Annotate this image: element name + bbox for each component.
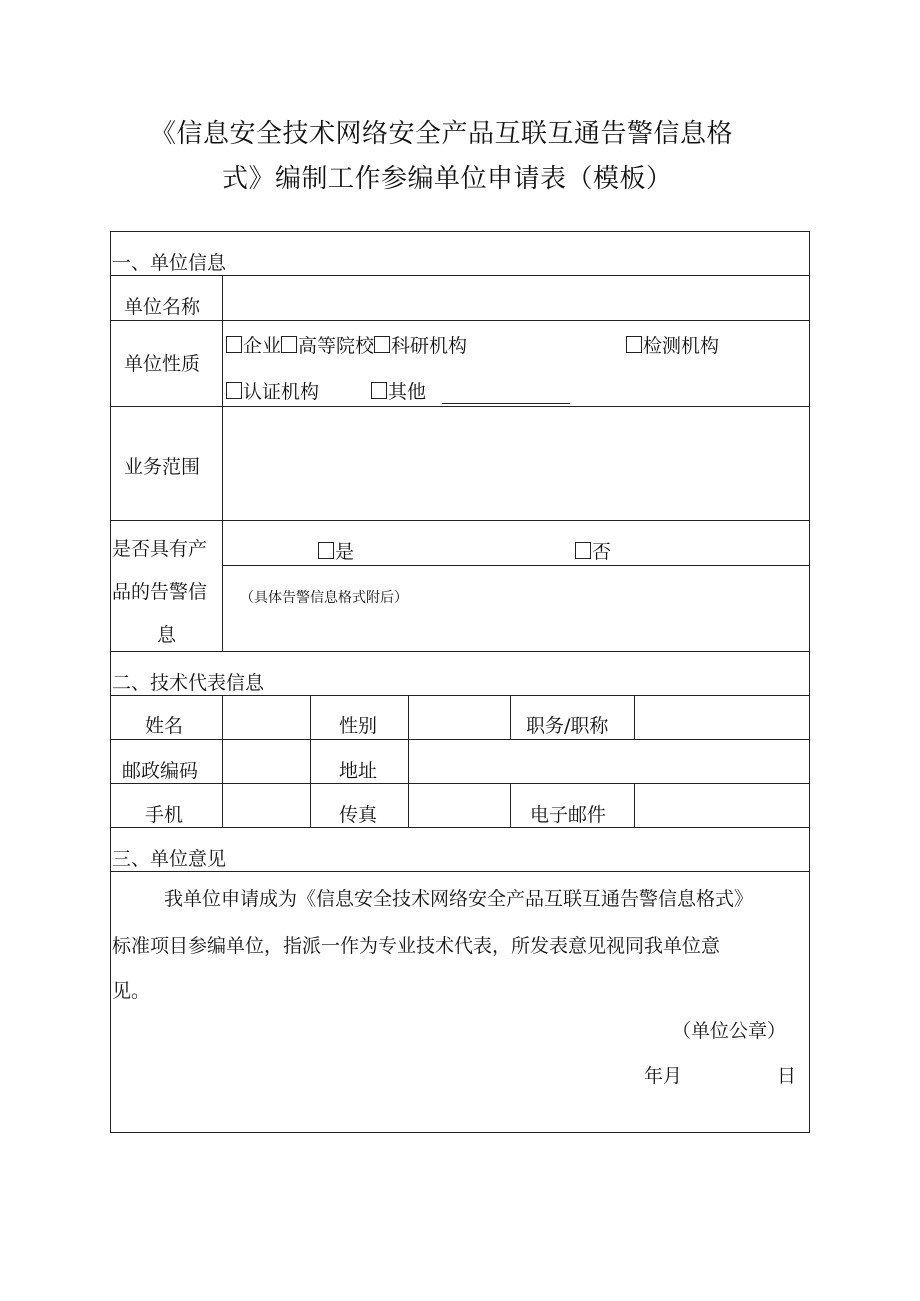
- document-title-line-2: 式》编制工作参编单位申请表（模板）: [222, 164, 673, 194]
- column-divider: [510, 783, 511, 827]
- row-divider: [110, 406, 810, 407]
- testing-option-label: 检测机构: [643, 335, 720, 357]
- rep-name-label: 姓名: [145, 715, 184, 737]
- no-option-label: 否: [592, 541, 612, 563]
- alert-info-label-line-3: 息: [157, 624, 177, 646]
- row-divider: [110, 695, 810, 696]
- certification-checkbox[interactable]: [226, 382, 242, 399]
- rep-gender-label: 性别: [339, 715, 378, 737]
- university-checkbox[interactable]: [281, 336, 297, 353]
- nature-option-certification: [226, 380, 319, 404]
- alert-no-option: [575, 540, 611, 564]
- section-2-heading: 二、技术代表信息: [112, 672, 265, 694]
- nature-option-testing: [626, 334, 719, 358]
- table-border-bottom: [110, 1132, 810, 1133]
- unit-name-field[interactable]: [226, 279, 806, 317]
- rep-name-field[interactable]: [225, 698, 307, 736]
- column-divider: [408, 695, 409, 827]
- rep-position-field[interactable]: [637, 698, 806, 736]
- row-divider: [110, 520, 810, 521]
- row-divider: [110, 275, 810, 276]
- yes-checkbox[interactable]: [318, 542, 334, 559]
- column-divider: [222, 275, 223, 651]
- unit-nature-label: 单位性质: [124, 353, 201, 375]
- university-option-label: 高等院校: [298, 335, 375, 357]
- row-divider: [110, 651, 810, 652]
- rep-fax-label: 传真: [339, 804, 378, 826]
- nature-option-row-1: [226, 334, 467, 358]
- research-checkbox[interactable]: [374, 336, 390, 353]
- enterprise-option-label: 企业: [243, 335, 282, 357]
- rep-mobile-field[interactable]: [225, 786, 307, 824]
- column-divider: [634, 783, 635, 827]
- no-checkbox[interactable]: [575, 542, 591, 559]
- business-scope-label: 业务范围: [124, 456, 201, 478]
- enterprise-checkbox[interactable]: [226, 336, 242, 353]
- row-divider: [110, 320, 810, 321]
- section-1-heading: 一、单位信息: [112, 252, 227, 274]
- rep-email-label: 电子邮件: [530, 804, 607, 826]
- rep-postcode-field[interactable]: [225, 742, 307, 780]
- opinion-text-line-1: 我单位申请成为《信息安全技术网络安全产品互联互通告警信息格式》: [164, 888, 754, 910]
- alert-yes-option: [318, 540, 354, 564]
- column-divider: [634, 695, 635, 739]
- section-3-heading: 三、单位意见: [112, 848, 227, 870]
- table-border-right: [809, 231, 810, 1132]
- rep-address-field[interactable]: [411, 742, 806, 780]
- business-scope-field[interactable]: [226, 410, 806, 516]
- rep-postcode-label: 邮政编码: [122, 760, 199, 782]
- unit-name-label: 单位名称: [124, 296, 201, 318]
- rep-address-label: 地址: [339, 760, 378, 782]
- rep-fax-field[interactable]: [411, 786, 507, 824]
- column-divider: [310, 695, 311, 827]
- table-border-left: [110, 231, 111, 1132]
- rep-mobile-label: 手机: [145, 804, 184, 826]
- column-divider: [510, 695, 511, 739]
- opinion-text-line-3: 见。: [112, 980, 151, 1002]
- research-option-label: 科研机构: [391, 335, 468, 357]
- rep-position-label: 职务/职称: [526, 715, 609, 737]
- testing-checkbox[interactable]: [626, 336, 642, 353]
- other-fill-in-line[interactable]: [442, 385, 570, 404]
- row-divider: [110, 871, 810, 872]
- row-divider: [222, 565, 810, 566]
- nature-option-other: [371, 380, 570, 404]
- other-checkbox[interactable]: [371, 382, 387, 399]
- other-option-label: 其他: [388, 381, 427, 403]
- alert-info-label-line-2: 品的告警信: [112, 581, 208, 603]
- column-divider: [222, 695, 223, 827]
- row-divider: [110, 827, 810, 828]
- row-divider: [110, 739, 810, 740]
- date-day: 日: [777, 1065, 797, 1087]
- certification-option-label: 认证机构: [243, 381, 320, 403]
- rep-email-field[interactable]: [637, 786, 806, 824]
- date-year-month: 年月: [644, 1065, 683, 1087]
- opinion-text-line-2: 标准项目参编单位，指派一作为专业技术代表，所发表意见视同我单位意: [112, 935, 721, 957]
- yes-option-label: 是: [335, 541, 355, 563]
- table-border-top: [110, 231, 810, 232]
- row-divider: [110, 783, 810, 784]
- rep-gender-field[interactable]: [411, 698, 507, 736]
- unit-seal-label: （单位公章）: [672, 1020, 787, 1042]
- alert-format-note: （具体告警信息格式附后）: [240, 590, 408, 606]
- alert-info-label-line-1: 是否具有产: [112, 538, 208, 560]
- document-title-line-1: 《信息安全技术网络安全产品互联互通告警信息格: [150, 119, 734, 149]
